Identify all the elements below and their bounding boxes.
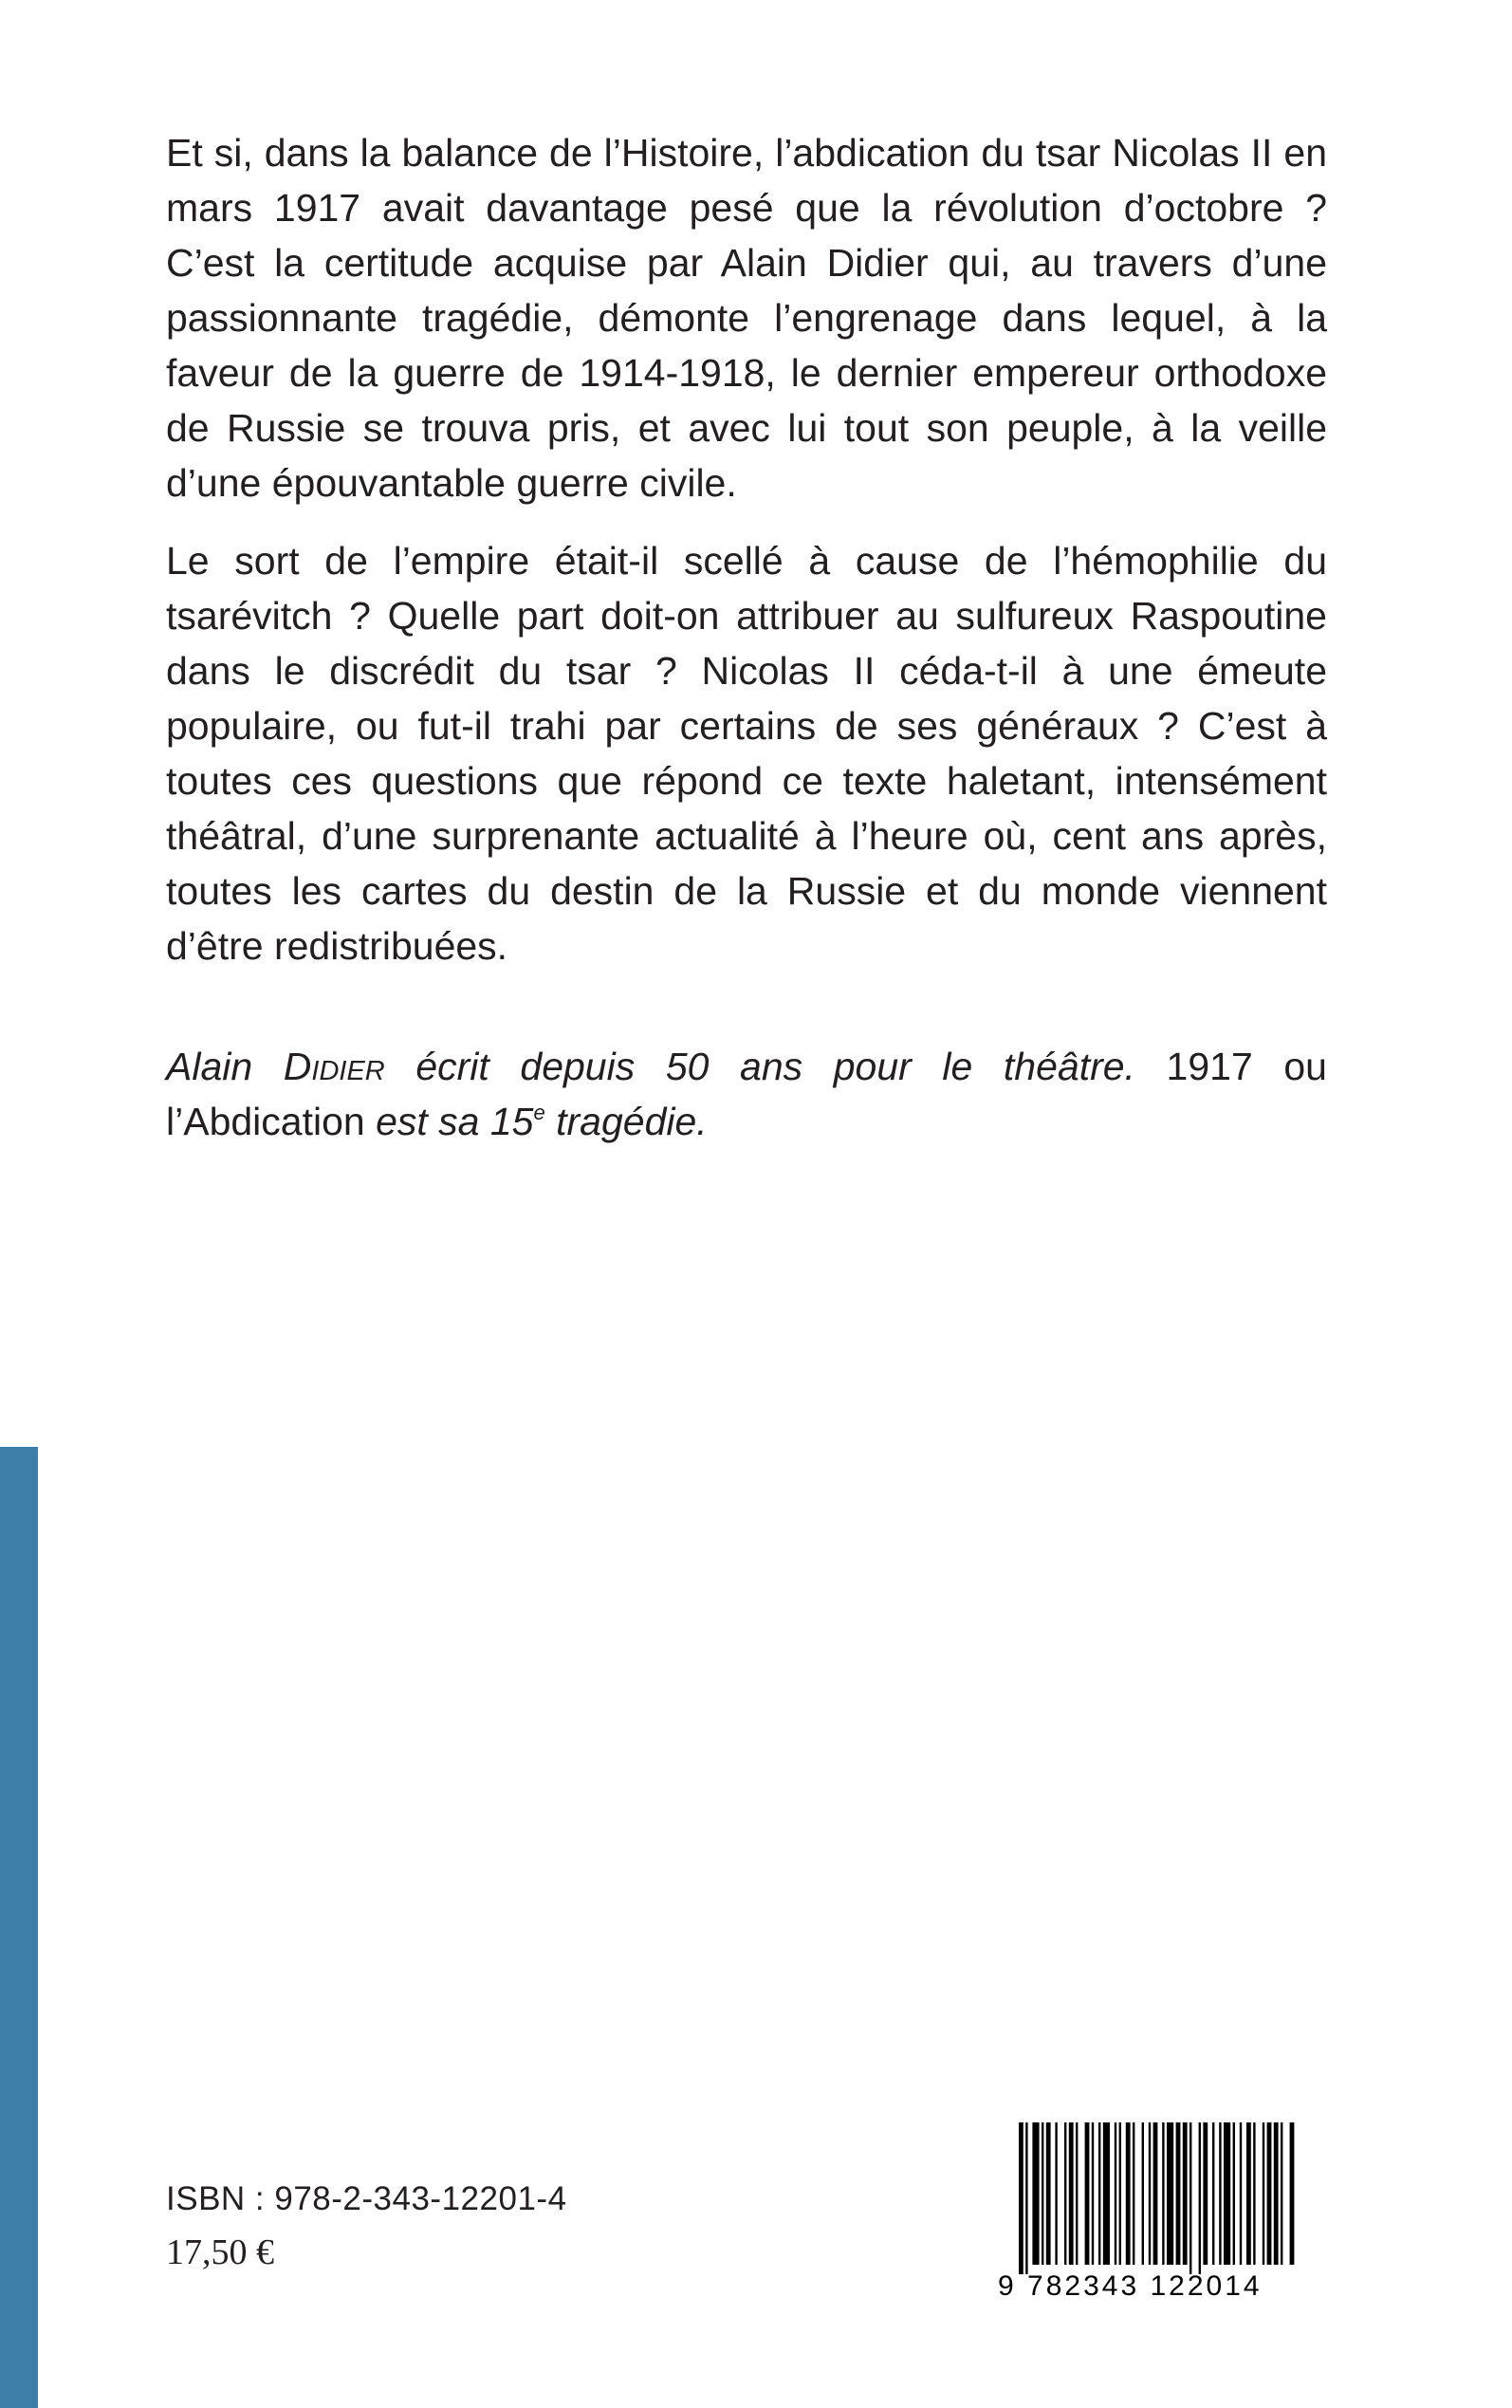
- barcode-bar: [1183, 2122, 1188, 2265]
- barcode-bar: [1240, 2122, 1242, 2265]
- barcode-bars: [1015, 2122, 1300, 2274]
- barcode-bar: [1025, 2122, 1027, 2274]
- barcode-bar: [1253, 2122, 1255, 2265]
- author-note: [166, 1039, 1327, 1149]
- author-note-text-1: écrit depuis 50 ans pour le théâtre.: [415, 1045, 1135, 1088]
- barcode-bar: [1115, 2122, 1116, 2265]
- barcode-bar: [1219, 2122, 1221, 2265]
- barcode-bar: [1085, 2122, 1090, 2265]
- barcode-bar: [1274, 2122, 1279, 2265]
- barcode-bar: [1212, 2122, 1214, 2265]
- author-note-text-2: est sa 15: [376, 1100, 534, 1143]
- barcode-bar: [1032, 2122, 1039, 2265]
- ordinal-superscript: e: [533, 1101, 545, 1124]
- barcode: [998, 2111, 1320, 2301]
- author-note-text-3: tragédie.: [556, 1100, 708, 1143]
- barcode-bars-graphic: [1015, 2122, 1300, 2274]
- barcode-bar: [1263, 2122, 1264, 2265]
- barcode-bar: [1076, 2122, 1078, 2265]
- barcode-bar: [1103, 2122, 1110, 2265]
- blurb-paragraph-2: Le sort de l’empire était-il scellé à cause de l’hémophilie du tsarévitch ? Quelle part doit-on attribuer au sulfureux Raspoutine dans le discrédit du tsar ? Nicolas II céda-t-il à une émeute populaire, ou fut-il trahi par certains de ses généraux ? C’est à toutes ces questions que répond ce texte haletant, intensément théâtral, d’une surprenante actualité à l’heure où, cent ans après, toutes les cartes du destin de la Russie et du monde viennent d’être redistribuées.: [166, 539, 1327, 968]
- isbn-label: ISBN : 978-2-343-12201-4: [166, 2180, 567, 2217]
- barcode-bar: [1126, 2122, 1131, 2265]
- barcode-bar: [1098, 2122, 1100, 2265]
- barcode-bar: [1176, 2122, 1181, 2265]
- barcode-bar: [1290, 2122, 1295, 2265]
- blue-edge-strip: [0, 1447, 38, 2408]
- barcode-bar: [1042, 2122, 1043, 2265]
- barcode-bar: [1069, 2122, 1074, 2265]
- barcode-bar: [1199, 2122, 1201, 2274]
- price-label: 17,50 €: [166, 2232, 274, 2272]
- barcode-bar: [1046, 2122, 1051, 2265]
- barcode-bar: [1153, 2122, 1158, 2265]
- barcode-bar: [1162, 2122, 1164, 2265]
- author-first-name: Alain: [166, 1045, 253, 1088]
- barcode-bar: [1281, 2122, 1282, 2265]
- barcode-bar: [1246, 2122, 1251, 2265]
- barcode-bar: [1267, 2122, 1272, 2265]
- barcode-bar: [1119, 2122, 1121, 2265]
- barcode-bar: [1019, 2122, 1023, 2274]
- barcode-bar: [1142, 2122, 1144, 2265]
- book-title: 1917 ou l’Abdication: [166, 1045, 1327, 1143]
- blurb-paragraph-1: Et si, dans la balance de l’Histoire, l’abdication du tsar Nicolas II en mars 1917 avait davantage pesé que la révolution d’octobre ? C’est la certitude acquise par Alain Didier qui, au travers d’une passionnante tragédie, démonte l’engrenage dans lequel, à la faveur de la guerre de 1914-1918, le dernier empereur orthodoxe de Russie se trouva pris, et avec lui tout son peuple, à la veille d’une épouvantable guerre civile.: [166, 131, 1327, 505]
- author-last-name: Didier: [283, 1045, 385, 1088]
- barcode-bar: [1092, 2122, 1094, 2265]
- barcode-bar: [1133, 2122, 1134, 2265]
- barcode-bar: [1149, 2122, 1151, 2265]
- barcode-bar: [1064, 2122, 1066, 2265]
- barcode-digits: 9 782343 122014: [998, 2270, 1263, 2302]
- barcode-bar: [1233, 2122, 1235, 2265]
- barcode-bar: [1224, 2122, 1230, 2265]
- barcode-bar: [1167, 2122, 1173, 2265]
- barcode-bar: [1055, 2122, 1057, 2265]
- barcode-bar: [1189, 2122, 1191, 2274]
- barcode-bar: [1203, 2122, 1208, 2265]
